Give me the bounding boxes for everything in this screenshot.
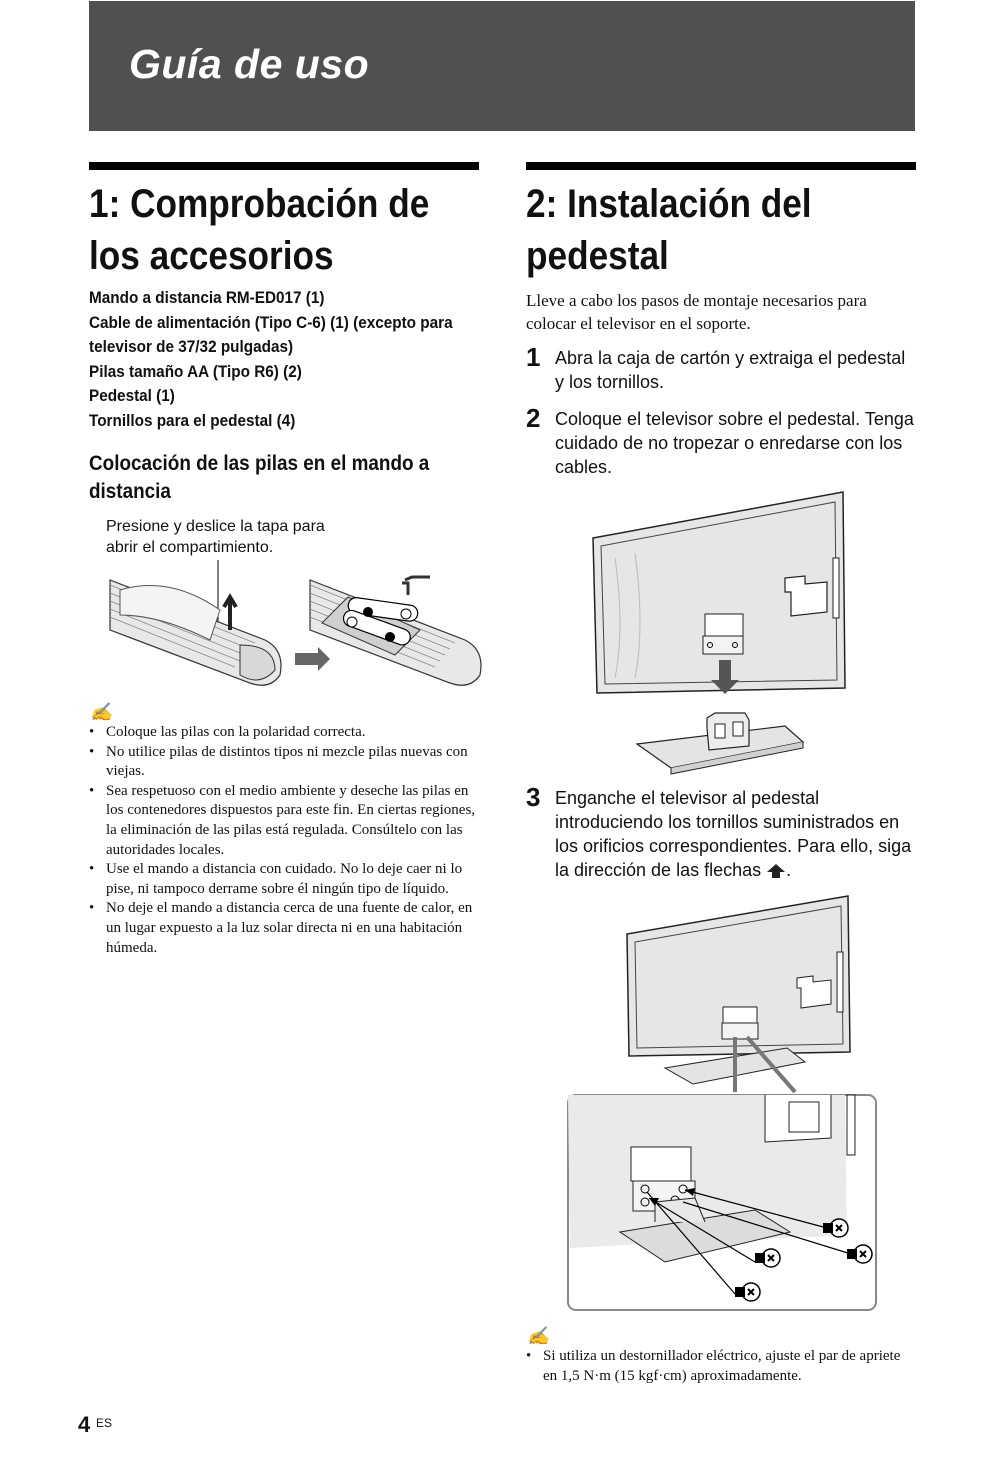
- step-text: Abra la caja de cartón y extraiga el pedestal y los tornillos.: [555, 348, 906, 392]
- tv-screw-illustration: [565, 892, 880, 1312]
- step-text: Coloque el televisor sobre el pedestal. Tenga cuidado de no tropezar o enredarse con los cables.: [555, 409, 914, 477]
- accessory-item: Pedestal (1): [89, 386, 175, 405]
- step-3-text: Enganche el televisor al pedestal introduciendo los tornillos suministrados en los orificios correspondientes. Para ello, siga la dirección de las flechas: [555, 788, 912, 880]
- page-title: Guía de uso: [129, 41, 370, 87]
- right-arrow-icon: [295, 647, 330, 671]
- section-2-title-line-2: pedestal: [526, 234, 669, 278]
- pencil-note-icon: ✍: [527, 1326, 550, 1346]
- battery-callout-line-2: abrir el compartimiento.: [106, 539, 274, 556]
- tv-on-stand-icon: [627, 896, 850, 1084]
- step-text: Enganche el televisor al pedestal introduciendo los tornillos suministrados en los orificios correspondientes. Para ello, siga la dirección de las flechas .: [555, 788, 912, 880]
- note-item: • Use el mando a distancia con cuidado. No lo deje caer ni lo pise, ni tampoco derrame sobre él ningún tipo de líquido.: [89, 860, 481, 899]
- section-2-heading: [526, 162, 916, 282]
- pencil-note-icon: ✍: [90, 702, 113, 722]
- note-item: • No deje el mando a distancia cerca de una fuente de calor, en un lugar expuesto a la luz solar directa ni en una habitación húmeda.: [89, 899, 481, 958]
- remote-closed-icon: [110, 580, 281, 685]
- page-language: ES: [96, 1416, 113, 1430]
- section-1-heading: [89, 162, 479, 282]
- page-number: 4: [78, 1412, 91, 1437]
- note-item: • Coloque las pilas con la polaridad correcta.: [89, 723, 481, 743]
- accessories-list: [89, 286, 453, 433]
- battery-notes-list: [89, 723, 481, 958]
- section-1-title-line-1: 1: Comprobación de: [89, 182, 430, 226]
- battery-subheading-line-1: Colocación de las pilas en el mando a: [89, 452, 430, 475]
- remote-battery-illustration: [90, 555, 490, 695]
- accessory-item: Cable de alimentación (Tipo C-6) (1) (excepto para: [89, 312, 453, 332]
- section-2-intro: Lleve a cabo los pasos de montaje necesarios para colocar el televisor en el soporte.: [526, 291, 867, 333]
- note-item: • Sea respetuoso con el medio ambiente y deseche las pilas en los contenedores dispuestos para este fin. En ciertas regiones, la eliminación de las pilas está regulada. Consúltelo con las autoridades locales.: [89, 782, 481, 860]
- section-2-title: [526, 178, 869, 282]
- battery-subheading: [89, 450, 429, 506]
- tv-placement-illustration: [585, 488, 855, 778]
- section-rule: [526, 162, 916, 170]
- accessory-item: Mando a distancia RM-ED017 (1): [89, 288, 325, 307]
- section-1-title: [89, 178, 432, 282]
- section-rule: [89, 162, 479, 170]
- step-number: 1: [526, 342, 541, 372]
- battery-callout-line-1: Presione y deslice la tapa para: [106, 518, 325, 535]
- header-banner: [89, 1, 915, 131]
- zoom-detail-box: [568, 1095, 876, 1310]
- accessory-item: Pilas tamaño AA (Tipo R6) (2): [89, 361, 302, 381]
- pedestal-icon: [637, 713, 803, 774]
- battery-subheading-line-2: distancia: [89, 480, 171, 503]
- accessory-item: Tornillos para el pedestal (4): [89, 410, 296, 430]
- section-2-title-line-1: 2: Instalación del: [526, 182, 812, 226]
- accessory-item: televisor de 37/32 pulgadas): [89, 337, 294, 356]
- up-arrow-icon: [766, 863, 786, 879]
- note-item: • No utilice pilas de distintos tipos ni mezcle pilas nuevas con viejas.: [89, 743, 481, 782]
- section-1-title-line-2: los accesorios: [89, 234, 334, 278]
- screw-notes-list: [526, 1347, 906, 1386]
- step-number: 3: [526, 782, 541, 812]
- battery-callout: [106, 516, 325, 558]
- step-number: 2: [526, 403, 541, 433]
- note-item: • Si utiliza un destornillador eléctrico, ajuste el par de apriete en 1,5 N·m (15 kgf·cm) aproximadamente.: [526, 1347, 906, 1386]
- remote-open-icon: [310, 577, 481, 685]
